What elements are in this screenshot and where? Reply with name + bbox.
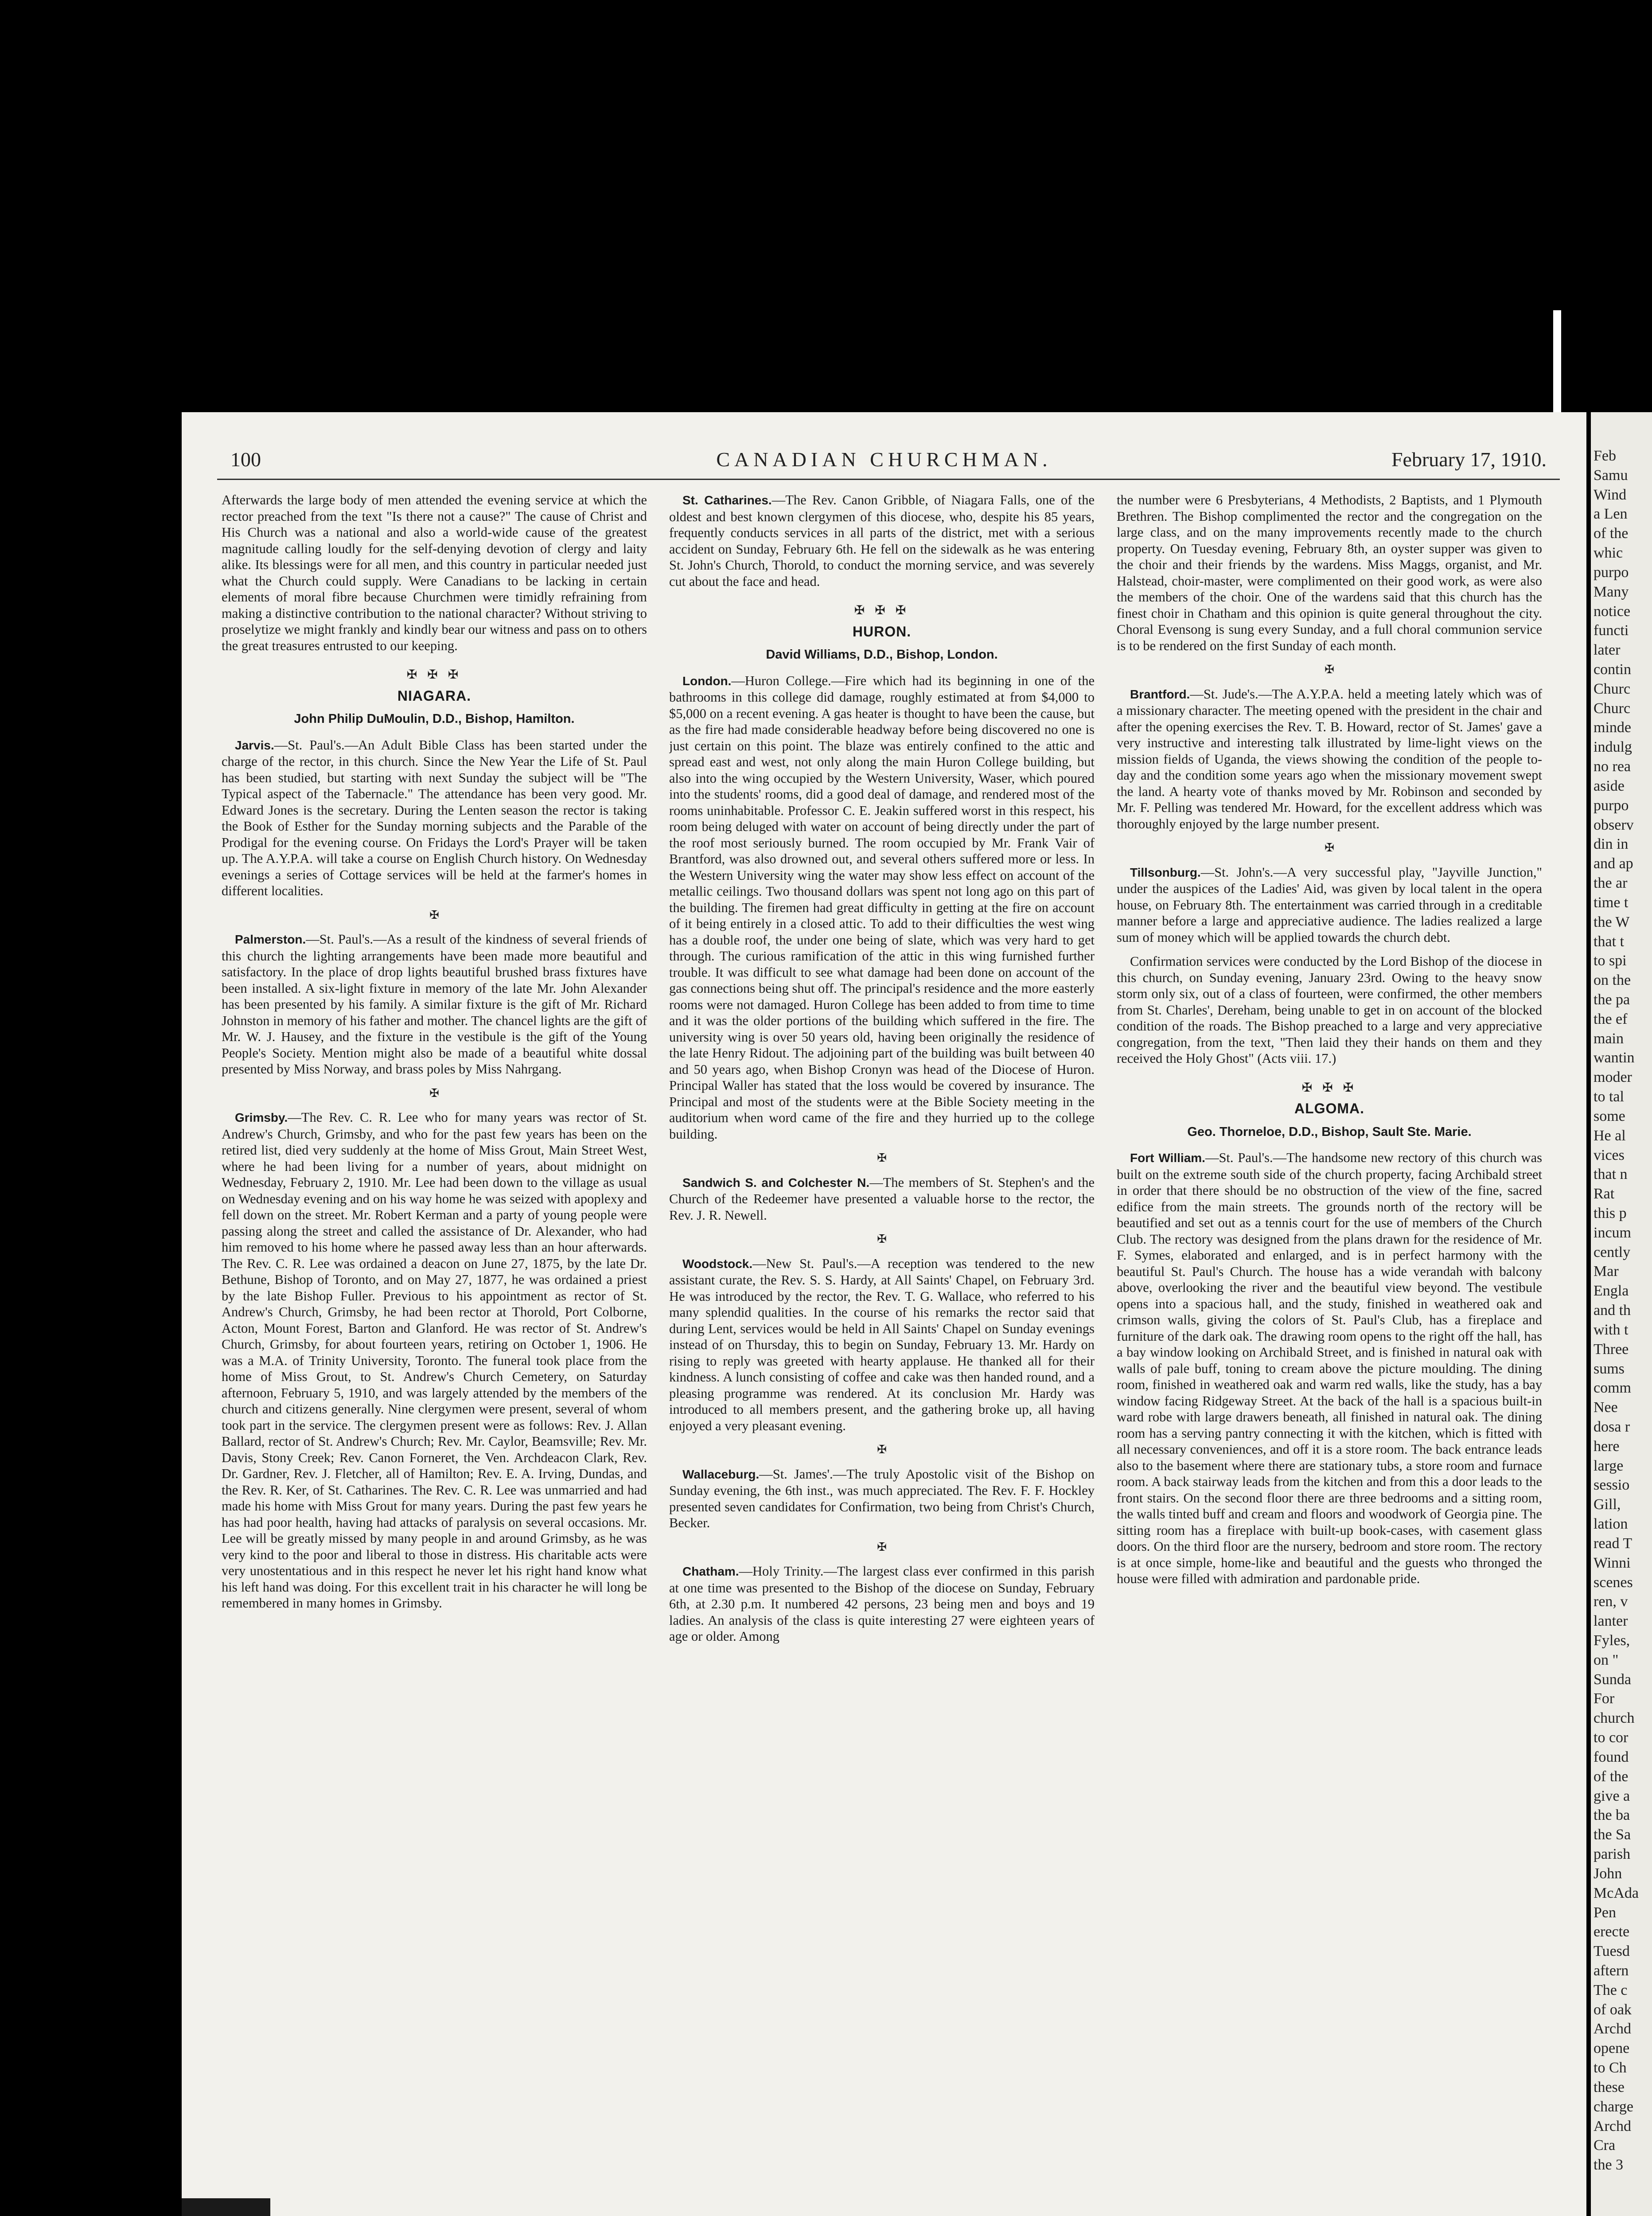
fragment-text: and ap <box>1594 855 1633 872</box>
fragment-text: wantin <box>1594 1049 1635 1066</box>
fragment-text: to Ch <box>1594 2060 1627 2076</box>
item-separator: ✠ <box>877 1540 887 1553</box>
news-item-chatham-continued: the number were 6 Presbyterians, 4 Methodists, 2 Baptists, and 1 Plymouth Brethren. The Bishop complimented the rector and the congregation on the large class, and on the many improvements recently made to the church property. On Tuesday evening, February 8th, an oyster supper was given to the choir and their friends by the wardens. Miss Maggs, organist, and Mr. Halstead, choir-master, were complimented on their good work, as were also the members of the choir. One of the wardens said that this church has the finest choir in Chatham and this opinion is quite general throughout the city. Choral Evensong is sung every Sunday, and a full choral communion service is to be rendered on the first Sunday of each month. <box>1117 492 1542 653</box>
fragment-text: with t <box>1594 1321 1629 1338</box>
fragment-text: church <box>1594 1710 1635 1727</box>
fragment-text: John <box>1594 1865 1622 1882</box>
fragment-text: Samu <box>1594 467 1628 484</box>
fragment-text: Wind <box>1594 486 1627 503</box>
fragment-text: Mar <box>1594 1263 1619 1280</box>
diocese-heading-algoma: ALGOMA. <box>1294 1100 1365 1116</box>
fragment-text: cently <box>1594 1244 1631 1260</box>
fragment-text: The c <box>1594 1982 1628 1998</box>
fragment-text: on " <box>1594 1651 1619 1668</box>
fragment-text: Archd <box>1594 2021 1631 2037</box>
fragment-text: read T <box>1594 1535 1633 1552</box>
diocese-heading-niagara: NIAGARA. <box>397 687 471 704</box>
bishop-line-huron: David Williams, D.D., Bishop, London. <box>766 648 998 662</box>
fragment-text: Pen <box>1594 1904 1616 1921</box>
issue-date: February 17, 1910. <box>1391 448 1547 471</box>
fragment-text: the 3 <box>1594 2157 1624 2173</box>
fragment-text: the pa <box>1594 991 1630 1008</box>
fragment-text: erecte <box>1594 1923 1630 1940</box>
header-rule <box>217 479 1560 480</box>
place-name: Jarvis. <box>235 738 274 752</box>
fragment-text: here <box>1594 1438 1620 1455</box>
fragment-text: purpo <box>1594 797 1629 814</box>
fragment-text: to spi <box>1594 952 1627 969</box>
fragment-text: Gill, <box>1594 1496 1621 1513</box>
fragment-text: that t <box>1594 933 1624 950</box>
place-name: St. Catharines. <box>682 493 772 507</box>
fragment-text: that n <box>1594 1166 1628 1183</box>
place-name: Grimsby. <box>235 1111 288 1124</box>
fragment-text: the ba <box>1594 1807 1630 1824</box>
fragment-text: He al <box>1594 1127 1626 1144</box>
fragment-text: For <box>1594 1690 1615 1707</box>
news-item-grimsby: Grimsby.—The Rev. C. R. Lee who for many years was rector of St. Andrew's Church, Grimsby, and who for the past few years has been on the retired list, died very suddenly at the home of Miss Grout, Main Street West, where he had been living for a number of years, about midnight on Wednesday, February 2, 1910. Mr. Lee had been down to the village as usual on Wednesday evening and on his way home he was seized with apoplexy and fell down on the street. Mr. Robert Kerman and a party of young people were passing along the street and called the assistance of Dr. Alexander, who had him removed to his home where he passed away less than an hour afterwards. The Rev. C. R. Lee was ordained a deacon on June 27, 1875, by the late Dr. Bethune, Bishop of Toronto, and on May 27, 1877, he was ordained a priest by the late Bishop Fuller. Previous to his appointment as rector of St. Andrew's Church, Grimsby, he had been rector at Thorold, Port Colborne, Acton, Mount Forest, Barton and Glanford. He was rector of St. Andrew's Church, Grimsby, for about fourteen years, retiring on October 1, 1906. He was a M.A. of Trinity University, Toronto. The funeral took place from the home of Miss Grout, to St. Andrew's Church Cemetery, on Saturday afternoon, February 5, 1910, and was largely attended by the members of the church and citizens generally. Nine clergymen were present, several of whom took part in the service. The clergymen present were as follows: Rev. J. Allan Ballard, rector of St. Andrew's Church; Rev. Mr. Caylor, Beamsville; Rev. Mr. Davis, Stony Creek; Rev. Canon Forneret, the Ven. Archdeacon Clark, Rev. Dr. Gardner, Rev. J. Fletcher, all of Hamilton; Rev. E. A. Irving, Dundas, and the Rev. R. Ker, of St. Catharines. The Rev. C. R. Lee was unmarried and had made his home with Miss Grout for many years. During the past few years he has had poor health, having had attacks of paralysis on several occasions. Mr. Lee will be greatly missed by many people in and around Grimsby, as he was very kind to the poor and liberal to those in distress. His charitable acts were very unostentatious and in this respect he never let his right hand know what his left hand was doing. For this excellent trait in his character he will long be remembered in many homes in Grimsby. <box>222 1110 647 1611</box>
fragment-text: Winni <box>1594 1554 1631 1571</box>
publication-title: CANADIAN CHURCHMAN. <box>716 448 1052 471</box>
fragment-text: Archd <box>1594 2118 1631 2134</box>
place-name: Wallaceburg. <box>682 1467 760 1481</box>
fragment-text: indulg <box>1594 739 1632 756</box>
fragment-text: contin <box>1594 661 1631 678</box>
scan-shadow <box>182 2198 270 2216</box>
fragment-text: Engla <box>1594 1283 1629 1299</box>
fragment-text: the ef <box>1594 1010 1628 1027</box>
fragment-text: time t <box>1594 894 1629 911</box>
fragment-text: minde <box>1594 719 1631 736</box>
section-ornament: ✠ ✠ ✠ <box>1301 1081 1357 1095</box>
fragment-text: later <box>1594 642 1621 659</box>
fragment-text: Fyles, <box>1594 1632 1630 1649</box>
fragment-text: some <box>1594 1108 1625 1124</box>
fragment-text: this p <box>1594 1205 1627 1221</box>
adjacent-page-fragment <box>1591 412 1652 2216</box>
place-name: Fort William. <box>1130 1151 1205 1165</box>
fragment-text: McAda <box>1594 1884 1639 1901</box>
fragment-text: on the <box>1594 972 1631 989</box>
fragment-text: the W <box>1594 913 1630 930</box>
fragment-text: lation <box>1594 1516 1628 1533</box>
place-name: Brantford. <box>1130 687 1190 701</box>
fragment-text: Rat <box>1594 1186 1615 1202</box>
fragment-text: of oak <box>1594 2001 1632 2018</box>
item-separator: ✠ <box>1325 663 1334 676</box>
place-name: Chatham. <box>682 1564 739 1578</box>
page-number: 100 <box>230 448 261 471</box>
fragment-text: Sunda <box>1594 1671 1631 1688</box>
fragment-text: Cra <box>1594 2137 1616 2154</box>
fragment-text: dosa r <box>1594 1419 1630 1435</box>
section-ornament: ✠ ✠ ✠ <box>854 604 910 617</box>
fragment-text: to tal <box>1594 1088 1624 1105</box>
item-separator: ✠ <box>1325 841 1334 854</box>
newspaper-page <box>182 412 1586 2216</box>
fragment-text: functi <box>1594 622 1629 639</box>
fragment-text: and th <box>1594 1302 1631 1319</box>
place-name: Sandwich S. and Colchester N. <box>682 1175 870 1190</box>
news-item-fort-william: Fort William.—St. Paul's.—The handsome new rectory of this church was built on the extreme south side of the church property, facing Archibald street in order that there should be no obstruction of the view of the fine, sacred edifice from the main streets. The grounds north of the rectory will be beautified and set out as a tennis court for the use of members of the Church Club. The rectory was designed from the plans drawn for the residence of Mr. F. Symes, elaborated and enlarged, and is in perfect harmony with the beautiful St. Paul's Church. The house has a wide verandah with balcony above, overlooking the river and the beautiful view beyond. The vestibule opens into a spacious hall, and the study, finished in weathered oak and crimson walls, giving the colors of St. Paul's Club, has a fireplace and furniture of the dark oak. The drawing room opens to the right off the hall, has a bay window looking on Archibald Street, and is finished in natural oak with walls of pale buff, toning to cream above the picture moulding. The dining room, finished in weathered oak and warm red walls, like the study, has a bay window facing Ridgeway Street. At the back of the hall is a spacious built-in ward robe with large drawers beneath, all finished in natural oak. The dining room has a serving pantry connecting it with the kitchen, which is fitted with all necessary conveniences, and off it is a store room. The back entrance leads also to the basement where there are stationary tubs, a store room and furnace room. A back stairway leads from the kitchen and from this a door leads to the front stairs. On the second floor there are three bedrooms and a sitting room, the walls tinted buff and cream and floors and woodwork of Georgia pine. The sitting room has a fireplace with built-up book-cases, with casement glass doors. On the third floor are the nursery, bedroom and store room. The rectory is at once simple, home-like and beautiful and the guests who thronged the house were filled with admiration and pardonable pride. <box>1117 1150 1542 1586</box>
bishop-line-algoma: Geo. Thorneloe, D.D., Bishop, Sault Ste. Marie. <box>1187 1124 1472 1139</box>
fragment-text: observ <box>1594 816 1634 833</box>
item-separator: ✠ <box>877 1151 887 1164</box>
fragment-text: incum <box>1594 1224 1631 1241</box>
news-item-st-catharines: St. Catharines.—The Rev. Canon Gribble, of Niagara Falls, one of the oldest and best known clergymen of this diocese, who, despite his 85 years, frequently conducts services in all parts of the district, met with a serious accident on Sunday, February 6th. He fell on the sidewalk as he was entering St. John's Church, Thorold, to conduct the morning service, and was severely cut about the face and head. <box>669 492 1095 589</box>
fragment-text: of the <box>1594 1768 1629 1785</box>
section-ornament: ✠ ✠ ✠ <box>406 668 462 682</box>
place-name: Palmerston. <box>235 932 306 946</box>
fragment-text: found <box>1594 1748 1629 1765</box>
fragment-text: Three <box>1594 1341 1629 1358</box>
news-item-tillsonburg: Tillsonburg.—St. John's.—A very successful play, "Jayville Junction," under the auspices of the Ladies' Aid, was given by local talent in the opera house, on February 8th. The entertainment was carried through in a creditable manner before a large and appreciative audience. The ladies realized a large sum of money which will be applied towards the church debt. <box>1117 864 1542 945</box>
fragment-text: vices <box>1594 1147 1625 1163</box>
item-separator: ✠ <box>877 1443 887 1456</box>
news-item-jarvis: Jarvis.—St. Paul's.—An Adult Bible Class has been started under the charge of the rector, in this church. Since the New Year the Life of St. Paul has been studied, but starting with next Sunday the subject will be "The Typical aspect of the Tabernacle." The attendance has been very good. Mr. Edward Jones is the secretary. During the Lenten season the rector is taking the Book of Esther for the Sunday morning subjects and the Parable of the Prodigal for the evening course. On Fridays the Lord's Prayer will be taken up. The A.Y.P.A. will take a course on English Church history. On Wednesday evenings a series of Cottage services will be held at the farmer's homes in different localities. <box>222 737 647 898</box>
fragment-text: opene <box>1594 2040 1630 2057</box>
fragment-text: sums <box>1594 1360 1625 1377</box>
fragment-text: Churc <box>1594 700 1631 717</box>
fragment-text: notice <box>1594 603 1631 620</box>
fragment-text: give a <box>1594 1787 1630 1804</box>
fragment-text: ren, v <box>1594 1593 1628 1610</box>
fragment-text: whic <box>1594 545 1623 562</box>
fragment-text: charge <box>1594 2098 1633 2115</box>
fragment-text: sessio <box>1594 1477 1630 1494</box>
news-item-tillsonburg-confirmation: Confirmation services were conducted by the Lord Bishop of the diocese in this church, on Sunday evening, January 23rd. Owing to the heavy snow storm only six, out of a class of fourteen, were confirmed, the other members from St. Charles', Dereham, being unable to get in on account of the blocked condition of the roads. The Bishop preached to a large and very appreciative congregation, from the text, "Then laid they their hands on them and they received the Holy Ghost" (Acts viii. 17.) <box>1117 954 1542 1066</box>
column-3 <box>1117 492 1542 2212</box>
fragment-text: Many <box>1594 583 1629 600</box>
item-separator: ✠ <box>429 908 439 921</box>
place-name: Woodstock. <box>682 1256 753 1271</box>
diocese-heading-huron: HURON. <box>852 623 912 640</box>
news-item-london: London.—Huron College.—Fire which had its beginning in one of the bathrooms in this college did damage, roughly estimated at from $4,000 to $5,000 on a recent evening. A gas heater is thought to have been the cause, but as the fire had made considerable headway before being discovered no one is just certain on this point. The blaze was entirely confined to the attic and spread east and west, not only along the main Huron College building, but also into the wing occupied by the Western University, Waser, which poured into the students' rooms, did a good deal of damage, and rendered most of the rooms uninhabitable. Professor C. E. Jeakin suffered worst in this respect, his room being deluged with water on account of being directly under the part of the roof most seriously burned. The room occupied by Mr. Frank Vair of Brantford, was also drowned out, and several others suffered more or less. In the Western University wing the water may show less effect on account of the metallic ceilings. Two thousand dollars was spent not long ago on this part of the building. The firemen had great difficulty in getting at the fire on account of it being entirely in a closed attic. To add to their difficulties the west wing has a double roof, the under one being of slate, which was very hard to get through. The curious ramification of the attic in this wing furnished further trouble. It was difficult to see what damage had been done on account of the gas connections being shut off. The principal's residence and the more easterly rooms were not damaged. Huron College has been added to from time to time and it was the older portions of the building which suffered in the fire. The university wing is over 50 years old, having been originally the residence of the late Henry Ridout. The adjoining part of the building was built between 40 and 50 years ago, when Bishop Cronyn was head of the Diocese of Huron. Principal Waller has stated that the loss would be covered by insurance. The Principal and most of the students were at the Bible Society meeting in the auditorium when word came of the fire and they hurried up to the college building. <box>669 673 1095 1142</box>
fragment-text: aside <box>1594 777 1625 794</box>
article-continuation: Afterwards the large body of men attended the evening service at which the rector preached from the text "Is there not a cause?" The cause of Christ and His Church was a national and also a world-wide cause of the greatest magnitude calling loudly for the self-denying devotion of clergy and laity alike. Its blessings were for all men, and this country in particular needed just what the Church could supply. Were Canadians to be lacking in certain elements of moral fibre because Churchmen were timidly refraining from making a distinctive contribution to the national character? Without striving to proselytize we might frankly and kindly bear our witness and pass on to others the great treasures entrusted to our keeping. <box>222 492 647 653</box>
news-item-palmerston: Palmerston.—St. Paul's.—As a result of the kindness of several friends of this church the lighting arrangements have been made more beautiful and satisfactory. In the place of drop lights beautiful brushed brass fixtures have been installed. A six-light fixture in memory of the late Mr. John Alexander has been presented by his family. A similar fixture is the gift of Mr. Richard Johnston in memory of his father and mother. The chancel lights are the gift of Mr. W. J. Hausey, and the fixture in the vestibule is the gift of the Young People's Society. Mention might also be made of a beautiful white dossal presented by Miss Norway, and brass poles by Miss Nahrgang. <box>222 932 647 1077</box>
fragment-text: comm <box>1594 1380 1631 1397</box>
news-item-chatham: Chatham.—Holy Trinity.—The largest class ever confirmed in this parish at one time was presented to the Bishop of the diocese on Sunday, February 6th, at 2.30 p.m. It numbered 42 persons, 23 being men and boys and 19 ladies. An analysis of the class is quite interesting 27 were eighteen years of age or older. Among <box>669 1564 1095 1644</box>
fragment-text: main <box>1594 1030 1624 1047</box>
fragment-text: to cor <box>1594 1729 1629 1746</box>
news-item-brantford: Brantford.—St. Jude's.—The A.Y.P.A. held a meeting lately which was of a missionary character. The meeting opened with the president in the chair and after the opening exercises the Rev. T. B. Howard, rector of St. James' gave a very instructive and interesting talk illustrated by lime-light views on the mission fields of Uganda, the views showing the condition of the people to-day and the condition some years ago when the missionary movement swept the land. A hearty vote of thanks moved by Mr. Robinson and seconded by Mr. F. Pelling was tendered Mr. Howard, for the excellent address which was thoroughly enjoyed by the large number present. <box>1117 686 1542 831</box>
news-item-woodstock: Woodstock.—New St. Paul's.—A reception was tendered to the new assistant curate, the Rev. S. S. Hardy, at All Saints' Chapel, on February 3rd. He was introduced by the rector, the Rev. T. G. Wallace, who referred to his many splendid qualities. In the course of his remarks the rector said that during Lent, services would be held in All Saints' Chapel on Sunday evenings instead of on Thursday, this to begin on Sunday, February 13. Mr. Hardy on rising to reply was greeted with hearty applause. He thanked all for their kindness. A lunch consisting of coffee and cake was then handed round, and a pleasing programme was rendered. At its conclusion Mr. Hardy was introduced to all members present, and the gathering broke up, all having enjoyed a very pleasant evening. <box>669 1256 1095 1433</box>
fragment-text: large <box>1594 1457 1624 1474</box>
column-2 <box>669 492 1095 2212</box>
place-name: London. <box>682 674 732 688</box>
fragment-text: Nee <box>1594 1399 1618 1416</box>
film-edge-bar <box>1553 310 1561 412</box>
fragment-text: these <box>1594 2079 1625 2095</box>
news-item-sandwich: Sandwich S. and Colchester N.—The members of St. Stephen's and the Church of the Redeemer have presented a valuable horse to the rector, the Rev. J. R. Newell. <box>669 1174 1095 1223</box>
fragment-text: Tuesd <box>1594 1943 1630 1960</box>
fragment-text: parish <box>1594 1846 1631 1863</box>
place-name: Tillsonburg. <box>1130 865 1201 879</box>
column-1 <box>222 492 647 2212</box>
fragment-text: the Sa <box>1594 1826 1631 1843</box>
fragment-text: purpo <box>1594 564 1629 581</box>
fragment-text: no rea <box>1594 758 1631 775</box>
page-header <box>217 448 1551 479</box>
fragment-text: lanter <box>1594 1613 1628 1630</box>
fragment-text: a Len <box>1594 506 1628 523</box>
fragment-text: moder <box>1594 1069 1632 1086</box>
item-separator: ✠ <box>877 1233 887 1245</box>
fragment-text: of the <box>1594 525 1629 542</box>
fragment-text: scenes <box>1594 1574 1633 1591</box>
fragment-text: Churc <box>1594 680 1631 697</box>
fragment-text: Feb <box>1594 448 1616 464</box>
news-item-wallaceburg: Wallaceburg.—St. James'.—The truly Apostolic visit of the Bishop on Sunday evening, the 6th inst., was much appreciated. The Rev. F. F. Hockley presented seven candidates for Confirmation, two being from Christ's Church, Becker. <box>669 1466 1095 1530</box>
bishop-line-niagara: John Philip DuMoulin, D.D., Bishop, Hamilton. <box>294 712 575 726</box>
fragment-text: the ar <box>1594 875 1628 892</box>
fragment-text: din in <box>1594 836 1629 853</box>
item-separator: ✠ <box>429 1086 439 1100</box>
fragment-text: aftern <box>1594 1962 1629 1979</box>
